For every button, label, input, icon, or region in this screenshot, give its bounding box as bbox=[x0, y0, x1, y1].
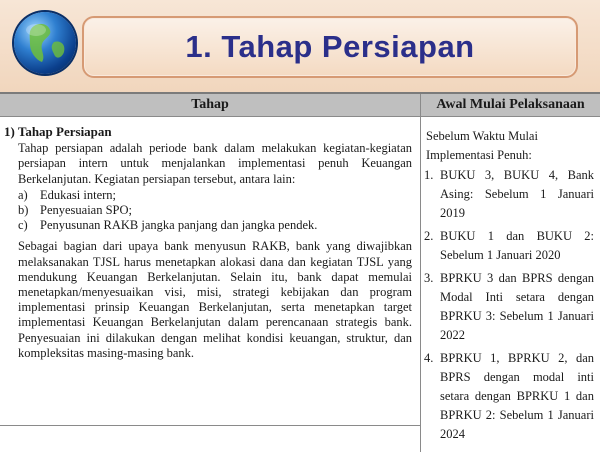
list-item bbox=[18, 203, 412, 218]
list-marker: c) bbox=[18, 218, 28, 233]
schedule-text: BUKU 1 dan BUKU 2: Sebelum 1 Januari 2020 bbox=[440, 229, 594, 262]
globe-icon bbox=[14, 12, 76, 74]
list-marker: b) bbox=[18, 203, 29, 218]
list-text: Edukasi intern; bbox=[40, 187, 117, 202]
stage-table bbox=[0, 92, 600, 452]
schedule-item bbox=[424, 349, 594, 444]
schedule-text: BPRKU 3 dan BPRS dengan Modal Inti setara dengan BPRKU 3: Sebelum 1 Januari 2022 bbox=[440, 271, 594, 342]
schedule-text: BUKU 3, BUKU 4, Bank Asing: Sebelum 1 Januari 2019 bbox=[440, 168, 594, 220]
column-header-tahap: Tahap bbox=[0, 94, 421, 117]
column-header-awal-mulai: Awal Mulai Pelaksanaan bbox=[421, 94, 600, 117]
schedule-item bbox=[424, 166, 594, 223]
paragraph-intro: Tahap persiapan adalah periode bank dalam melakukan kegiatan-kegiatan persiapan intern untuk menjalankan implementasi penuh Keuangan Berkelanjutan. Kegiatan persiapan tersebut, antara lain: bbox=[18, 141, 412, 186]
list-item bbox=[18, 218, 412, 233]
schedule-number: 4. bbox=[424, 351, 434, 365]
schedule-number: 1. bbox=[424, 168, 434, 182]
schedule-text: BPRKU 1, BPRKU 2, dan BPRS dengan modal inti setara dengan BPRKU 1 dan BPRKU 2: Sebelum 1 Januari 2024 bbox=[440, 351, 594, 441]
title-box bbox=[82, 16, 578, 78]
schedule-intro: Sebelum Waktu Mulai Implementasi Penuh: bbox=[426, 129, 538, 162]
list-text: Penyusunan RAKB jangka panjang dan jangka pendek. bbox=[40, 218, 318, 233]
activity-list bbox=[4, 188, 412, 234]
schedule-number: 2. bbox=[424, 229, 434, 243]
header-band bbox=[0, 0, 600, 92]
list-text: Penyesuaian SPO; bbox=[40, 203, 133, 218]
page-title: 1. Tahap Persiapan bbox=[185, 29, 475, 64]
list-item bbox=[18, 188, 412, 203]
row-divider bbox=[0, 425, 420, 426]
paragraph-rakb: Sebagai bagian dari upaya bank menyusun RAKB, bank yang diwajibkan melaksanakan TJSL harus menetapkan alokasi dana dan kegiatan TJSL yang mendukung Keuangan Berkelanjutan. Selain itu, bank dapat memulai menetapkan/menyesuaikan visi, misi, strategi kebijakan dan program implementasi prinsip Keuangan Berkelanjutan, serta menetapkan target implementasi Keuangan Berkelanjutan dalam perencanaan strategis bank. Penyesuaian ini dilakukan dengan melihat kondisi keuangan, struktur, dan kompleksitas masing-masing bank. bbox=[18, 239, 412, 360]
awal-mulai-cell bbox=[424, 127, 594, 448]
schedule-item bbox=[424, 227, 594, 265]
list-marker: a) bbox=[18, 187, 28, 202]
schedule-item bbox=[424, 269, 594, 345]
schedule-number: 3. bbox=[424, 271, 434, 285]
tahap-cell bbox=[4, 124, 412, 361]
column-divider bbox=[420, 116, 421, 452]
section-title: 1) Tahap Persiapan bbox=[4, 124, 112, 139]
